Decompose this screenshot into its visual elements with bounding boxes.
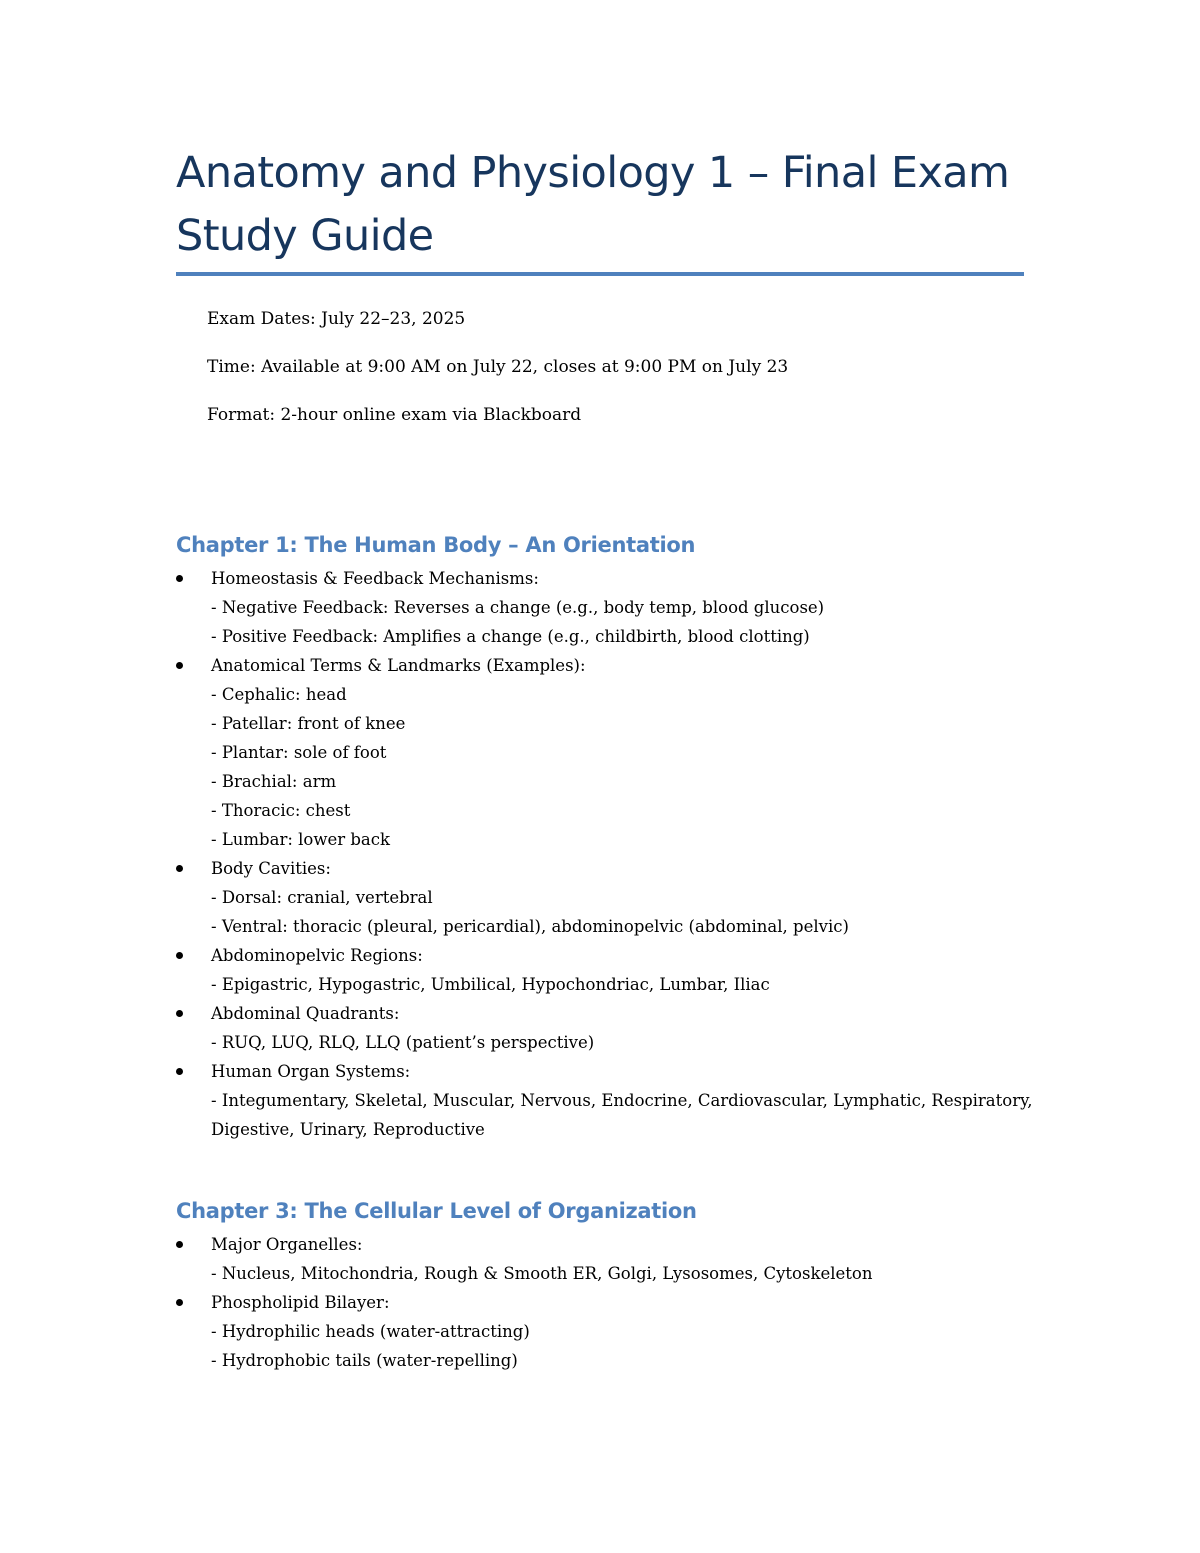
bullet-label: Abdominopelvic Regions: — [211, 946, 423, 965]
exam-format-line: Format: 2-hour online exam via Blackboard — [207, 405, 582, 425]
bullet-item — [176, 651, 1036, 854]
sub-item: - Positive Feedback: Amplifies a change (e.g., childbirth, blood clotting) — [211, 627, 810, 646]
bullet-item — [176, 564, 1036, 651]
chapter-1-section — [176, 528, 1036, 1144]
sub-item: - Cephalic: head — [211, 685, 347, 704]
chapter-bullet-list — [176, 564, 1036, 1144]
bullet-label: Phospholipid Bilayer: — [211, 1293, 390, 1312]
title-underline-rule — [176, 272, 1024, 276]
bullet-label: Anatomical Terms & Landmarks (Examples): — [211, 656, 586, 675]
sub-item: - Ventral: thoracic (pleural, pericardial), abdominopelvic (abdominal, pelvic) — [211, 917, 849, 936]
bullet-item — [176, 999, 1036, 1057]
bullet-dot-icon — [176, 865, 183, 872]
bullet-label: Homeostasis & Feedback Mechanisms: — [211, 569, 539, 588]
sub-item: - Lumbar: lower back — [211, 830, 391, 849]
chapter-3-section — [176, 1194, 1036, 1375]
bullet-dot-icon — [176, 1299, 183, 1306]
sub-item: - RUQ, LUQ, RLQ, LLQ (patient’s perspective) — [211, 1033, 595, 1052]
bullet-dot-icon — [176, 662, 183, 669]
bullet-dot-icon — [176, 952, 183, 959]
exam-time-line: Time: Available at 9:00 AM on July 22, closes at 9:00 PM on July 23 — [207, 357, 789, 377]
bullet-label: Body Cavities: — [211, 859, 331, 878]
exam-dates-line: Exam Dates: July 22–23, 2025 — [207, 309, 466, 329]
sub-item: - Thoracic: chest — [211, 801, 351, 820]
bullet-item — [176, 1230, 1036, 1288]
bullet-label: Major Organelles: — [211, 1235, 363, 1254]
document-title: Anatomy and Physiology 1 – Final Exam Study Guide — [176, 148, 1010, 261]
bullet-item — [176, 941, 1036, 999]
sub-item: - Hydrophobic tails (water-repelling) — [211, 1351, 518, 1370]
bullet-dot-icon — [176, 1010, 183, 1017]
sub-item: - Integumentary, Skeletal, Muscular, Nervous, Endocrine, Cardiovascular, Lymphatic, Respiratory, Digestive, Urinary, Reproductive — [211, 1091, 1033, 1139]
bullet-dot-icon — [176, 575, 183, 582]
bullet-label: Abdominal Quadrants: — [211, 1004, 400, 1023]
chapter-bullet-list — [176, 1230, 1036, 1375]
sub-item: - Epigastric, Hypogastric, Umbilical, Hypochondriac, Lumbar, Iliac — [211, 975, 770, 994]
bullet-item — [176, 1057, 1036, 1144]
bullet-dot-icon — [176, 1241, 183, 1248]
chapter-heading: Chapter 1: The Human Body – An Orientation — [176, 533, 696, 557]
exam-info-list — [207, 305, 1007, 449]
sub-item: - Negative Feedback: Reverses a change (e.g., body temp, blood glucose) — [211, 598, 825, 617]
bullet-dot-icon — [176, 1068, 183, 1075]
sub-item: - Plantar: sole of foot — [211, 743, 387, 762]
sub-item: - Patellar: front of knee — [211, 714, 406, 733]
bullet-label: Human Organ Systems: — [211, 1062, 411, 1081]
sub-item: - Nucleus, Mitochondria, Rough & Smooth ER, Golgi, Lysosomes, Cytoskeleton — [211, 1264, 873, 1283]
bullet-item — [176, 854, 1036, 941]
sub-item: - Hydrophilic heads (water-attracting) — [211, 1322, 530, 1341]
sub-item: - Brachial: arm — [211, 772, 337, 791]
chapter-heading: Chapter 3: The Cellular Level of Organization — [176, 1199, 697, 1223]
sub-item: - Dorsal: cranial, vertebral — [211, 888, 433, 907]
bullet-item — [176, 1288, 1036, 1375]
